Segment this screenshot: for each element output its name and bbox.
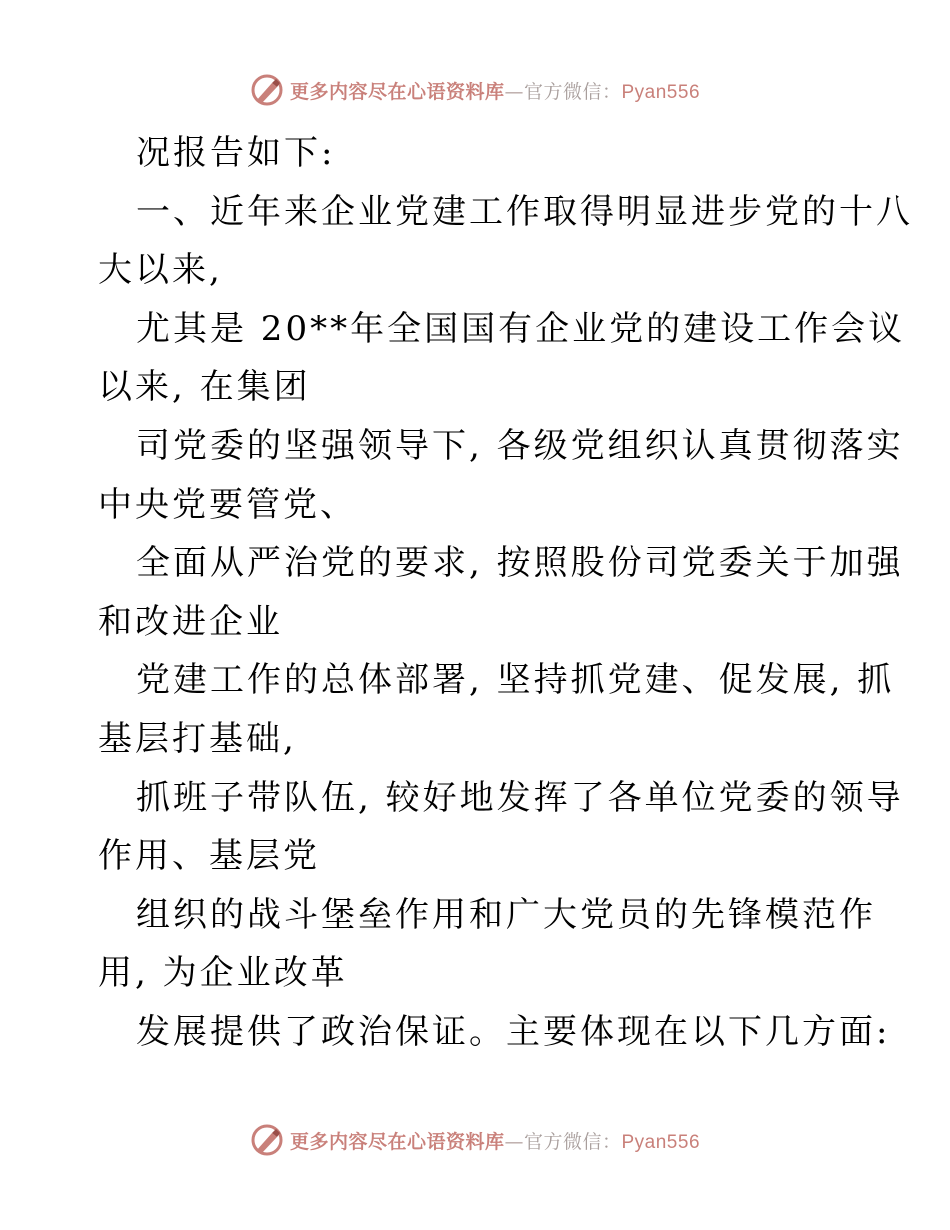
text-line: 以来, 在集团	[98, 367, 311, 408]
footer-watermark	[0, 1120, 950, 1160]
text-line: 司党委的坚强领导下, 各级党组织认真贯彻落实	[136, 425, 904, 466]
pen-logo-icon	[250, 1123, 284, 1157]
watermark-official-label: 官方微信：	[523, 80, 622, 103]
text-line: 基层打基础,	[98, 718, 297, 759]
text-line: 中央党要管党、	[98, 484, 357, 525]
text-line: 党建工作的总体部署, 坚持抓党建、促发展, 抓	[136, 660, 895, 701]
watermark-separator: —	[504, 80, 524, 103]
document-body	[98, 124, 913, 1062]
watermark-account: Pyan556	[621, 81, 701, 103]
text-line: 和改进企业	[98, 601, 283, 642]
watermark-official-label: 官方微信：	[523, 1130, 622, 1153]
header-watermark	[0, 70, 950, 110]
text-line: 发展提供了政治保证。主要体现在以下几方面:	[136, 1011, 891, 1052]
watermark-account: Pyan556	[621, 1131, 701, 1153]
text-line: 作用、基层党	[98, 836, 320, 877]
text-line: 一、近年来企业党建工作取得明显进步党的十八	[136, 191, 913, 232]
watermark-separator: —	[504, 1130, 524, 1153]
watermark-brand: 更多内容尽在心语资料库	[289, 1130, 505, 1153]
text-line: 况报告如下:	[136, 133, 336, 173]
text-line: 用, 为企业改革	[98, 953, 348, 994]
text-line: 尤其是 20**年全国国有企业党的建设工作会议	[136, 308, 906, 349]
text-line: 抓班子带队伍, 较好地发挥了各单位党委的领导	[136, 777, 904, 818]
text-line: 组织的战斗堡垒作用和广大党员的先锋模范作	[136, 894, 876, 935]
text-line: 大以来,	[98, 250, 223, 291]
text-line: 全面从严治党的要求, 按照股份司党委关于加强	[136, 543, 904, 584]
watermark-brand: 更多内容尽在心语资料库	[289, 80, 505, 103]
pen-logo-icon	[250, 73, 284, 107]
